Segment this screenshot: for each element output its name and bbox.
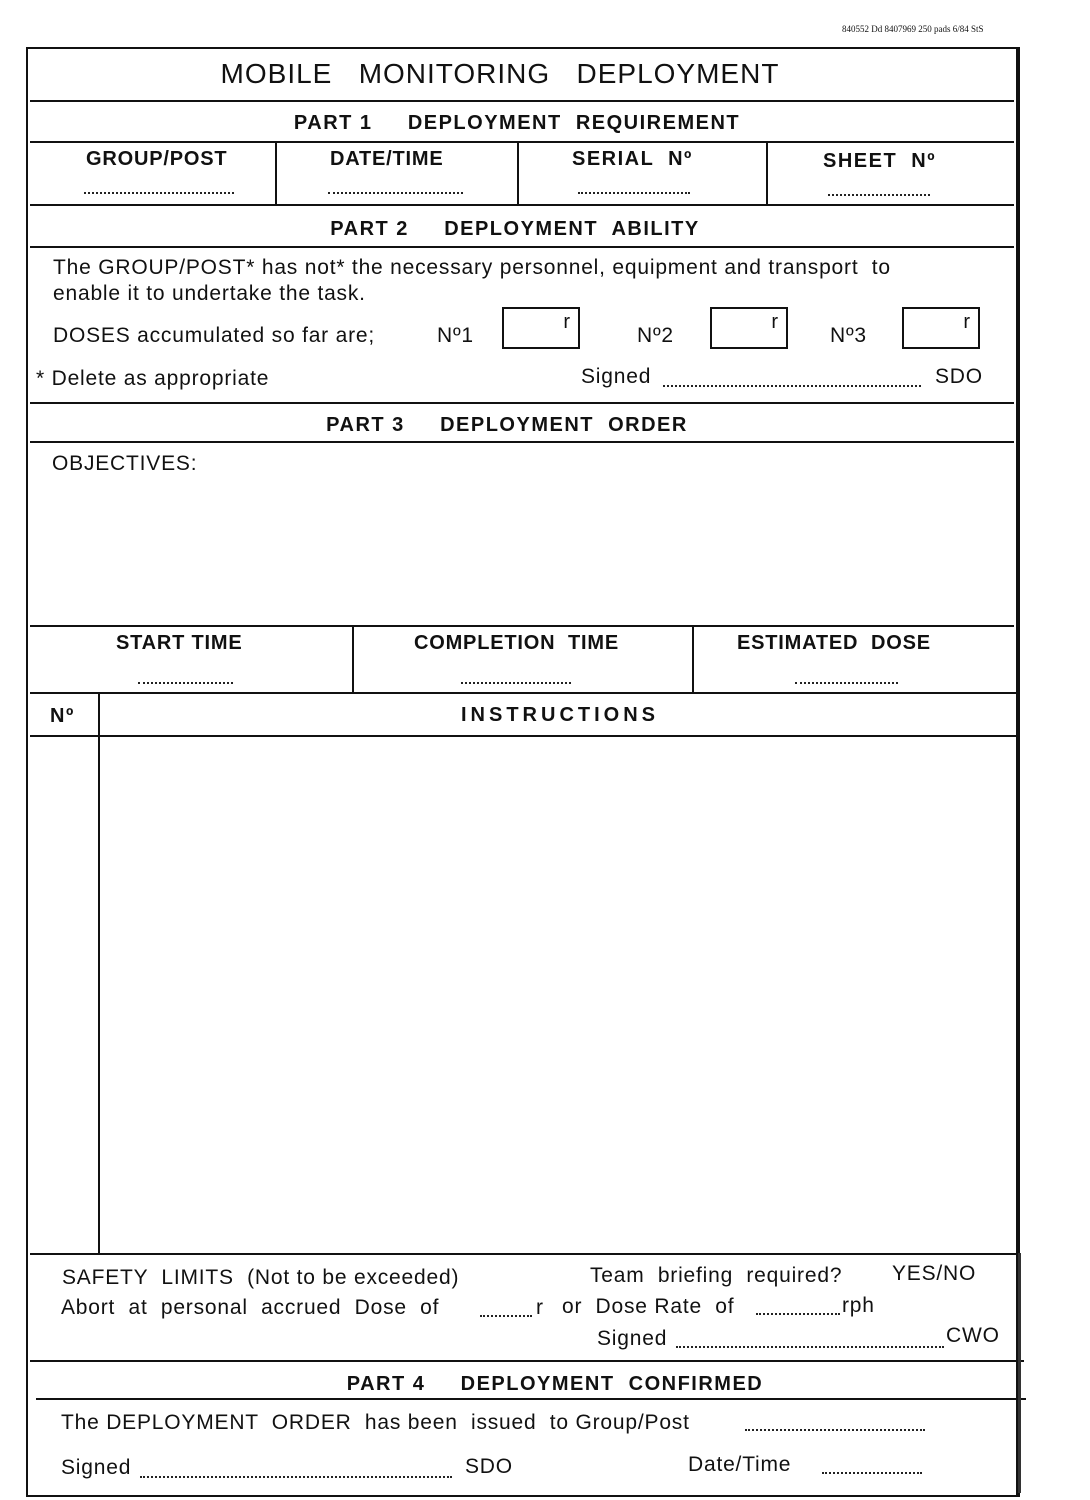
part2-heading: PART 2 DEPLOYMENT ABILITY bbox=[330, 218, 700, 240]
abort-dose-prefix: Abort at personal accrued Dose of bbox=[61, 1296, 440, 1319]
right-edge-border bbox=[1018, 1253, 1031, 1493]
instructions-area[interactable] bbox=[102, 738, 1012, 1250]
issued-group-post-field[interactable] bbox=[745, 1429, 925, 1431]
abort-rate-field[interactable] bbox=[756, 1313, 840, 1315]
dose-1-label: Nº1 bbox=[437, 324, 474, 347]
part1-heading: PART 1 DEPLOYMENT REQUIREMENT bbox=[293, 112, 741, 134]
date-time-field[interactable] bbox=[328, 192, 463, 194]
part3-heading: PART 3 DEPLOYMENT ORDER bbox=[326, 414, 688, 436]
date-time-label: DATE/TIME bbox=[330, 148, 444, 170]
dose-3-unit: r bbox=[963, 311, 970, 333]
group-post-label: GROUP/POST bbox=[86, 148, 228, 170]
objectives-label: OBJECTIVES: bbox=[52, 452, 198, 475]
abort-dose-unit: r bbox=[536, 1296, 544, 1319]
part4-datetime-field[interactable] bbox=[822, 1472, 922, 1474]
estimated-dose-field[interactable] bbox=[795, 682, 898, 684]
print-code: 840552 Dd 8407969 250 pads 6/84 StS bbox=[842, 24, 984, 34]
objectives-area[interactable] bbox=[32, 480, 1012, 620]
part4-heading: PART 4 DEPLOYMENT CONFIRMED bbox=[346, 1373, 764, 1395]
team-briefing-options[interactable]: YES/NO bbox=[892, 1262, 977, 1285]
dose-2-unit: r bbox=[771, 311, 778, 333]
dose-2-label: Nº2 bbox=[637, 324, 674, 347]
part2-signed-label: Signed bbox=[581, 365, 652, 388]
form-title: MOBILE MONITORING DEPLOYMENT bbox=[220, 58, 780, 89]
completion-time-field[interactable] bbox=[461, 682, 571, 684]
dose-2-box[interactable] bbox=[710, 307, 788, 349]
ability-line-1: The GROUP/POST* has not* the necessary personnel, equipment and transport to bbox=[53, 256, 891, 279]
instruction-no-header: Nº bbox=[50, 705, 75, 727]
abort-rate-unit: rph bbox=[842, 1294, 875, 1317]
safety-limits-label: SAFETY LIMITS (Not to be exceeded) bbox=[62, 1266, 460, 1289]
abort-rate-label: or Dose Rate of bbox=[562, 1295, 735, 1318]
part4-datetime-label: Date/Time bbox=[688, 1453, 792, 1476]
part4-signed-label: Signed bbox=[61, 1456, 132, 1479]
doses-label: DOSES accumulated so far are; bbox=[53, 324, 375, 347]
ability-line-2: enable it to undertake the task. bbox=[53, 282, 366, 305]
dose-1-box[interactable] bbox=[502, 307, 580, 349]
sheet-no-field[interactable] bbox=[828, 194, 930, 196]
issued-text: The DEPLOYMENT ORDER has been issued to Group/Post bbox=[61, 1411, 690, 1434]
part4-signed-role: SDO bbox=[465, 1455, 513, 1478]
completion-time-label: COMPLETION TIME bbox=[414, 632, 620, 654]
dose-3-box[interactable] bbox=[902, 307, 980, 349]
abort-dose-field[interactable] bbox=[480, 1315, 532, 1317]
start-time-field[interactable] bbox=[138, 682, 233, 684]
dose-3-label: Nº3 bbox=[830, 324, 867, 347]
delete-note: * Delete as appropriate bbox=[36, 367, 270, 390]
instruction-number-column[interactable] bbox=[32, 738, 96, 1250]
serial-no-field[interactable] bbox=[578, 192, 690, 194]
team-briefing-label: Team briefing required? bbox=[590, 1264, 843, 1287]
part3-signed-label: Signed bbox=[597, 1327, 668, 1350]
instructions-header: INSTRUCTIONS bbox=[461, 704, 659, 726]
part3-signed-field[interactable] bbox=[676, 1346, 944, 1348]
start-time-label: START TIME bbox=[116, 632, 243, 654]
estimated-dose-label: ESTIMATED DOSE bbox=[737, 632, 931, 654]
serial-no-label: SERIAL Nº bbox=[572, 148, 693, 170]
part3-signed-role: CWO bbox=[946, 1324, 1000, 1347]
part4-signed-field[interactable] bbox=[140, 1476, 452, 1478]
part2-signed-role: SDO bbox=[935, 365, 983, 388]
dose-1-unit: r bbox=[563, 311, 570, 333]
group-post-field[interactable] bbox=[84, 192, 234, 194]
part2-signed-field[interactable] bbox=[663, 385, 921, 387]
sheet-no-label: SHEET Nº bbox=[823, 150, 937, 172]
